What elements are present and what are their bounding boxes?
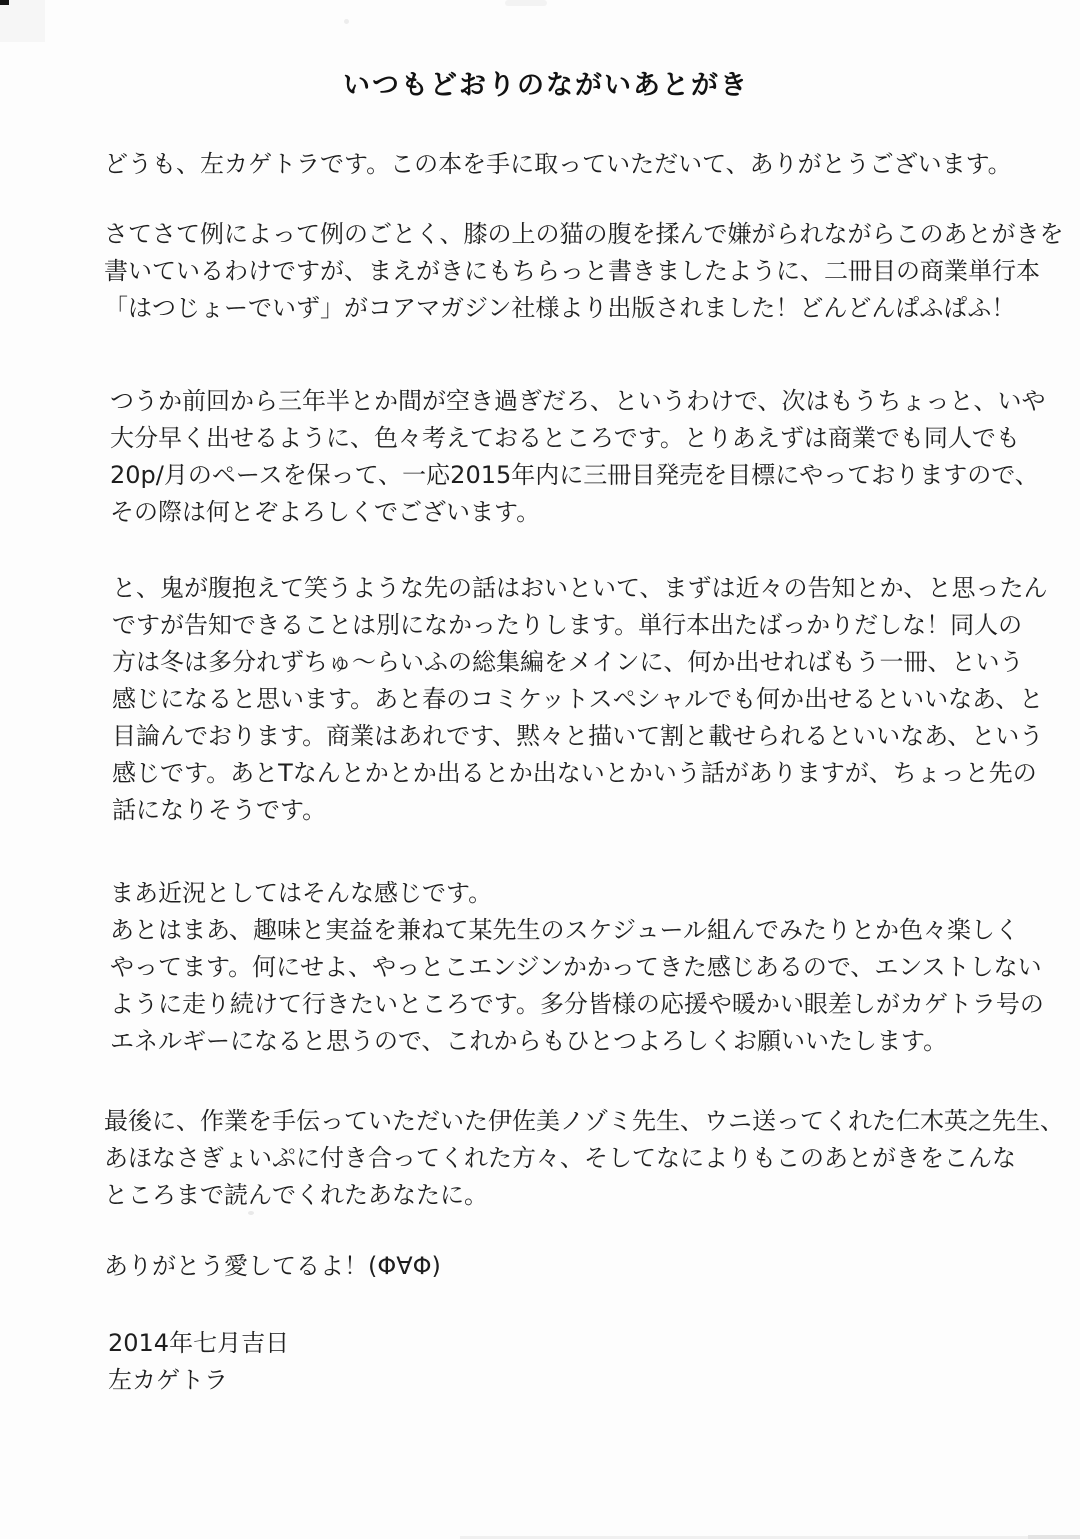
text-line: その際は何とぞよろしくでございます。 — [110, 498, 541, 526]
text-line: さてさて例によって例のごとく、膝の上の猫の腹を揉んで嫌がられながらこのあとがきを — [104, 220, 1064, 248]
text-line: ところまで読んでくれたあなたに。 — [104, 1181, 488, 1209]
text-line: 最後に、作業を手伝っていただいた伊佐美ノゾミ先生、ウニ送ってくれた仁木英之先生、 — [104, 1107, 1064, 1135]
text-line: ですが告知できることは別になかったりします。単行本出たばっかりだしな！同人の — [112, 611, 1023, 639]
text-line: 話になりそうです。 — [112, 796, 327, 824]
signature-line: 左カゲトラ — [108, 1366, 228, 1394]
scan-artifact-top-dot — [344, 19, 349, 24]
paragraph — [104, 216, 1064, 327]
text-line: ように走り続けて行きたいところです。多分皆様の応援や暖かい眼差しがカゲトラ号の — [110, 990, 1044, 1018]
text-line: 感じになると思います。あと春のコミケットスペシャルでも何か出せるといいなあ、と — [112, 685, 1044, 713]
text-line: あとはまあ、趣味と実益を兼ねて某先生のスケジュール組んでみたりとか色々楽しく — [110, 916, 1019, 944]
afterword-body — [104, 146, 1064, 1285]
text-line: 目論んでおります。商業はあれです、黙々と描いて割と載せられるといいなあ、という — [112, 722, 1044, 750]
date-line: 2014年七月吉日 — [108, 1329, 290, 1357]
paragraph — [110, 875, 1044, 1060]
scan-artifact-top-smudge — [505, 0, 547, 6]
scan-artifact-corner-mark — [0, 0, 9, 5]
text-line: ありがとう愛してるよ！(Φ∀Φ) — [104, 1252, 441, 1280]
paragraph — [104, 1103, 1064, 1214]
paragraph — [104, 146, 1012, 183]
text-line: エネルギーになると思うので、これからもひとつよろしくお願いいたします。 — [110, 1027, 948, 1055]
afterword-content — [104, 70, 1064, 1399]
text-line: あほなさぎょいぷに付き合ってくれた方々、そしてなによりもこのあとがきをこんな — [104, 1144, 1016, 1172]
text-line: 書いているわけですが、まえがきにもちらっと書きましたように、二冊目の商業単行本 — [104, 257, 1040, 285]
text-line: 大分早く出せるように、色々考えておるところです。とりあえずは商業でも同人でも — [110, 424, 1020, 452]
text-line: つうか前回から三年半とか間が空き過ぎだろ、というわけで、次はもうちょっと、いや — [110, 387, 1046, 415]
text-line: 20p/月のペースを保って、一応2015年内に三冊目発売を目標にやっておりますので、 — [110, 461, 1039, 489]
text-line: まあ近況としてはそんな感じです。 — [110, 879, 493, 907]
text-line: 方は冬は多分れずちゅ～らいふの総集編をメインに、何か出せればもう一冊、という — [112, 648, 1024, 676]
page-title: いつもどおりのながいあとがき — [343, 70, 749, 101]
scan-artifact-corner-shade — [0, 0, 45, 42]
text-line: 感じです。あとTなんとかとか出るとか出ないとかいう話がありますが、ちょっと先の — [112, 759, 1037, 787]
paragraph — [104, 1248, 988, 1285]
text-line: どうも、左カゲトラです。この本を手に取っていただいて、ありがとうございます。 — [104, 150, 1012, 178]
text-line: やってます。何にせよ、やっとこエンジンかかってきた感じあるので、エンストしない — [110, 953, 1042, 981]
paragraph — [110, 383, 1046, 531]
text-line: と、鬼が腹抱えて笑うような先の話はおいといて、まずは近々の告知とか、と思ったん — [112, 574, 1048, 602]
text-line: 「はつじょーでいず」がコアマガジン社様より出版されました！どんどんぱふぱふ！ — [104, 294, 1016, 322]
paragraph — [112, 570, 1048, 829]
scan-artifact-bottom-line2 — [1028, 1535, 1080, 1539]
